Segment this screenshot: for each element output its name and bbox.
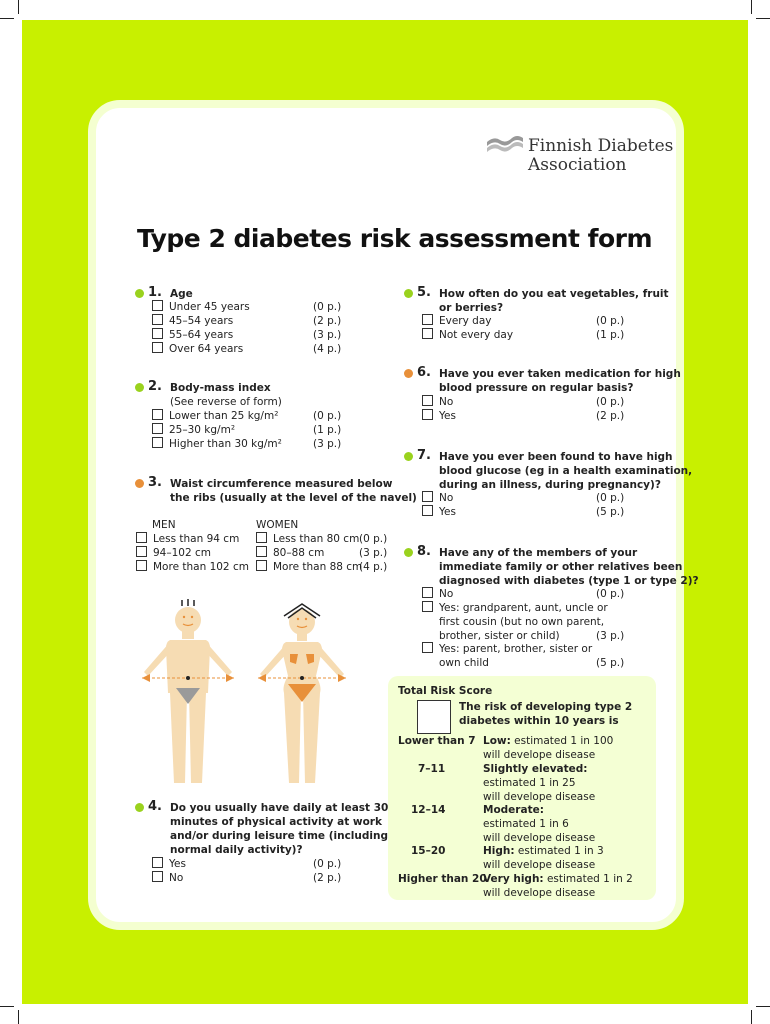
- q6-points: (2 p.): [596, 410, 625, 422]
- checkbox[interactable]: [422, 642, 433, 653]
- q7-points: (0 p.): [596, 492, 625, 504]
- q6-number: 6.: [417, 365, 431, 380]
- checkbox[interactable]: [152, 423, 163, 434]
- q4-question-line: and/or during leisure time (including: [170, 830, 388, 842]
- crop-mark: [751, 0, 752, 14]
- risk-range: Lower than 7: [398, 735, 476, 747]
- q3-women-option[interactable]: More than 88 cm: [256, 560, 362, 574]
- checkbox[interactable]: [422, 314, 433, 325]
- q1-option[interactable]: Over 64 years: [152, 342, 243, 356]
- crop-mark: [18, 1010, 19, 1024]
- q8-question-line: diagnosed with diabetes (type 1 or type 2)?: [439, 575, 699, 587]
- q2-number: 2.: [148, 379, 162, 394]
- q3-men-option[interactable]: Less than 94 cm: [136, 532, 239, 546]
- q8-option-text: brother, sister or child): [439, 630, 560, 642]
- q8-option-text: own child: [439, 657, 489, 669]
- q4-option[interactable]: No: [152, 871, 183, 885]
- risk-desc: will develope disease: [483, 749, 596, 761]
- q8-number: 8.: [417, 544, 431, 559]
- q2-points: (0 p.): [313, 410, 342, 422]
- crop-mark: [18, 0, 19, 14]
- q5-option[interactable]: Every day: [422, 314, 492, 328]
- risk-desc: will develope disease: [483, 832, 596, 844]
- risk-desc: estimated 1 in 6: [483, 818, 569, 830]
- q7-question-line: blood glucose (eg in a health examination,: [439, 465, 693, 477]
- checkbox[interactable]: [422, 601, 433, 612]
- q1-points: (3 p.): [313, 329, 342, 341]
- q8-points: (3 p.): [596, 630, 625, 642]
- q3-men-option[interactable]: 94–102 cm: [136, 546, 211, 560]
- q3-points: (4 p.): [359, 561, 388, 573]
- risk-range: Higher than 20: [398, 873, 487, 885]
- risk-desc: will develope disease: [483, 791, 596, 803]
- female-body-illustration: [252, 598, 352, 788]
- bullet-icon: [404, 369, 413, 378]
- q7-option[interactable]: No: [422, 491, 453, 505]
- q6-option[interactable]: Yes: [422, 409, 456, 423]
- risk-heading-line-2: diabetes within 10 years is: [459, 715, 619, 727]
- q8-option[interactable]: Yes: parent, brother, sister or: [422, 642, 592, 656]
- bullet-icon: [135, 289, 144, 298]
- checkbox[interactable]: [152, 437, 163, 448]
- checkbox[interactable]: [152, 409, 163, 420]
- q4-question-line: Do you usually have daily at least 30: [170, 802, 389, 814]
- checkbox[interactable]: [152, 300, 163, 311]
- q1-option[interactable]: 55–64 years: [152, 328, 233, 342]
- risk-level-row: High: estimated 1 in 3: [483, 845, 604, 857]
- risk-range: 15–20: [411, 845, 446, 857]
- checkbox[interactable]: [422, 409, 433, 420]
- q4-points: (2 p.): [313, 872, 342, 884]
- q8-question-line: Have any of the members of your: [439, 547, 638, 559]
- q3-question-line-1: Waist circumference measured below: [170, 478, 393, 490]
- men-header: MEN: [152, 519, 176, 531]
- women-header: WOMEN: [256, 519, 299, 531]
- q3-points: (0 p.): [359, 533, 388, 545]
- checkbox[interactable]: [136, 560, 147, 571]
- q8-option[interactable]: No: [422, 587, 453, 601]
- checkbox[interactable]: [152, 871, 163, 882]
- risk-range: 12–14: [411, 804, 446, 816]
- q2-note: (See reverse of form): [170, 396, 282, 408]
- checkbox[interactable]: [256, 560, 267, 571]
- crop-mark: [756, 1006, 770, 1007]
- q5-number: 5.: [417, 285, 431, 300]
- q4-option[interactable]: Yes: [152, 857, 186, 871]
- risk-level: Moderate:: [483, 804, 544, 816]
- bullet-icon: [135, 383, 144, 392]
- q3-question-line-2: the ribs (usually at the level of the navel): [170, 492, 417, 504]
- checkbox[interactable]: [256, 532, 267, 543]
- bullet-icon: [404, 548, 413, 557]
- risk-heading-line-1: The risk of developing type 2: [459, 701, 633, 713]
- q2-points: (3 p.): [313, 438, 342, 450]
- q6-option[interactable]: No: [422, 395, 453, 409]
- checkbox[interactable]: [422, 505, 433, 516]
- page-title: Type 2 diabetes risk assessment form: [137, 224, 653, 253]
- q8-points: (0 p.): [596, 588, 625, 600]
- crop-mark: [751, 1010, 752, 1024]
- checkbox[interactable]: [152, 314, 163, 325]
- risk-level-row: Low: estimated 1 in 100: [483, 735, 614, 747]
- q5-points: (0 p.): [596, 315, 625, 327]
- q1-points: (0 p.): [313, 301, 342, 313]
- risk-desc: will develope disease: [483, 859, 596, 871]
- q6-question-line: blood pressure on regular basis?: [439, 382, 634, 394]
- bullet-icon: [404, 289, 413, 298]
- q2-option[interactable]: 25–30 kg/m²: [152, 423, 235, 437]
- q2-points: (1 p.): [313, 424, 342, 436]
- q3-women-option[interactable]: Less than 80 cm: [256, 532, 359, 546]
- checkbox[interactable]: [256, 546, 267, 557]
- checkbox[interactable]: [422, 395, 433, 406]
- q8-points: (5 p.): [596, 657, 625, 669]
- risk-range: 7–11: [418, 763, 446, 775]
- checkbox[interactable]: [422, 587, 433, 598]
- logo-line-2: Association: [528, 155, 627, 175]
- q1-points: (4 p.): [313, 343, 342, 355]
- checkbox[interactable]: [136, 546, 147, 557]
- q7-question-line: during an illness, during pregnancy)?: [439, 479, 661, 491]
- q7-question-line: Have you ever been found to have high: [439, 451, 673, 463]
- q5-question-line: or berries?: [439, 302, 504, 314]
- q7-number: 7.: [417, 448, 431, 463]
- checkbox[interactable]: [422, 491, 433, 502]
- q3-men-option[interactable]: More than 102 cm: [136, 560, 249, 574]
- q2-option[interactable]: Lower than 25 kg/m²: [152, 409, 278, 423]
- checkbox[interactable]: [152, 328, 163, 339]
- q8-option[interactable]: Yes: grandparent, aunt, uncle or: [422, 601, 608, 615]
- crop-mark: [756, 18, 770, 19]
- bullet-icon: [404, 452, 413, 461]
- q1-number: 1.: [148, 285, 162, 300]
- total-risk-label: Total Risk Score: [398, 685, 493, 697]
- q5-question-line: How often do you eat vegetables, fruit: [439, 288, 669, 300]
- q1-option[interactable]: Under 45 years: [152, 300, 250, 314]
- q6-question-line: Have you ever taken medication for high: [439, 368, 681, 380]
- q1-points: (2 p.): [313, 315, 342, 327]
- q4-question-line: minutes of physical activity at work: [170, 816, 382, 828]
- crop-mark: [0, 18, 14, 19]
- bullet-icon: [135, 479, 144, 488]
- q2-question: Body-mass index: [170, 382, 271, 394]
- bullet-icon: [135, 803, 144, 812]
- risk-level-row: Very high: estimated 1 in 2: [483, 873, 633, 885]
- association-logo-icon: [486, 134, 524, 156]
- q1-option[interactable]: 45–54 years: [152, 314, 233, 328]
- q7-points: (5 p.): [596, 506, 625, 518]
- q6-points: (0 p.): [596, 396, 625, 408]
- crop-mark: [0, 1006, 14, 1007]
- checkbox[interactable]: [422, 328, 433, 339]
- logo-line-1: Finnish Diabetes: [528, 136, 674, 156]
- risk-level: Slightly elevated:: [483, 763, 588, 775]
- total-score-field[interactable]: [417, 700, 451, 734]
- q8-option-text: first cousin (but no own parent,: [439, 616, 605, 628]
- q3-women-option[interactable]: 80–88 cm: [256, 546, 324, 560]
- q2-option[interactable]: Higher than 30 kg/m²: [152, 437, 282, 451]
- q4-points: (0 p.): [313, 858, 342, 870]
- checkbox[interactable]: [152, 342, 163, 353]
- q7-option[interactable]: Yes: [422, 505, 456, 519]
- q8-question-line: immediate family or other relatives been: [439, 561, 683, 573]
- q3-number: 3.: [148, 475, 162, 490]
- q3-points: (3 p.): [359, 547, 388, 559]
- q5-option[interactable]: Not every day: [422, 328, 513, 342]
- risk-desc: estimated 1 in 25: [483, 777, 576, 789]
- q4-question-line: normal daily activity)?: [170, 844, 303, 856]
- risk-desc: will develope disease: [483, 887, 596, 899]
- checkbox[interactable]: [152, 857, 163, 868]
- q1-question: Age: [170, 288, 193, 300]
- q4-number: 4.: [148, 799, 162, 814]
- q5-points: (1 p.): [596, 329, 625, 341]
- male-body-illustration: [138, 598, 238, 788]
- checkbox[interactable]: [136, 532, 147, 543]
